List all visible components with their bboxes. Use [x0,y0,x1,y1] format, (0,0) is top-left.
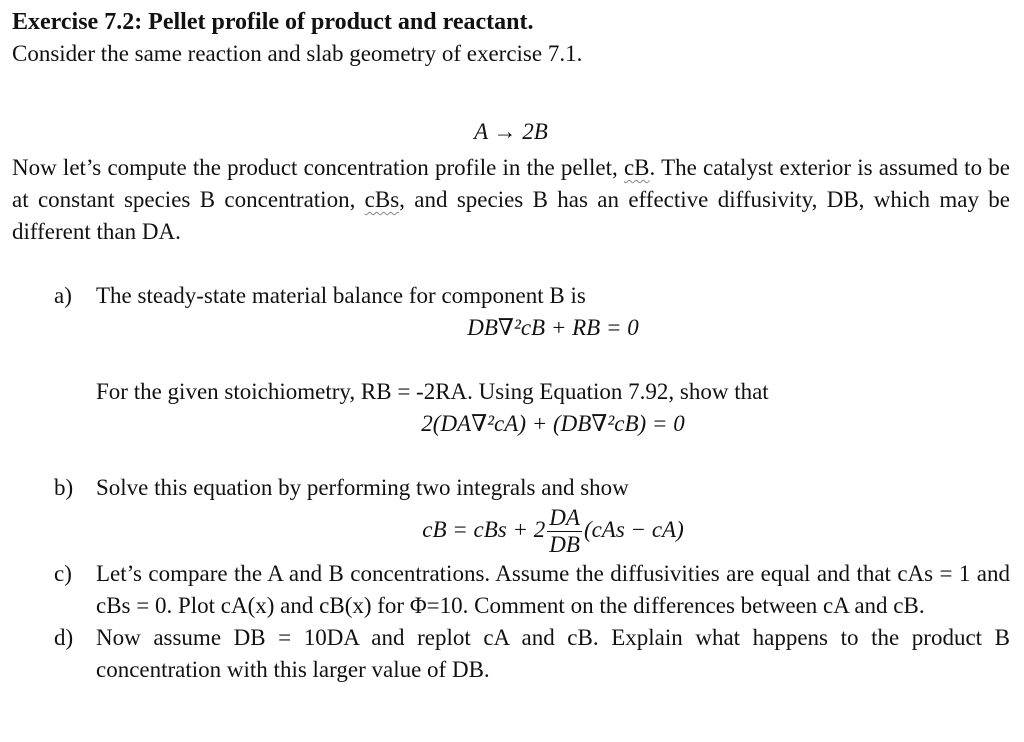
document-page [12,6,1010,686]
part-d-text: Now assume DB = 10DA and replot cA and cB. Explain what happens to the product B concentration with this larger value of DB. [96,625,1010,683]
exercise-subtitle: Consider the same reaction and slab geometry of exercise 7.1. [12,41,583,66]
part-b-text: Solve this equation by performing two integrals and show [96,475,629,500]
fraction-numerator: DA [549,505,580,531]
part-b-eq-lhs: cB = cBs + 2 [422,517,546,542]
part-a-equation-2: 2(DA∇²cA) + (DB∇²cB) = 0 [421,411,685,436]
part-b-label: b) [54,475,74,500]
part-d-label: d) [54,625,74,651]
intro-text-3: , and species B has an effective diffusivity, DB, which may be different than DA. [12,187,1010,244]
part-d [12,622,1010,686]
part-b-eq-rhs: (cAs − cA) [583,517,684,542]
exercise-title: Exercise 7.2: Pellet profile of product and reactant. [12,9,534,35]
part-b [12,472,1010,558]
part-a-label: a) [54,283,72,308]
part-c-label: c) [54,561,72,587]
part-b-equation [96,504,1010,558]
part-a-equation-1: DB∇²cB + RB = 0 [467,315,639,340]
intro-paragraph [12,152,1010,248]
cb-symbol: cB [623,155,650,180]
intro-text-1: Now let’s compute the product concentration profile in the pellet, [12,155,624,180]
intro-text-2: . The catalyst exterior is assumed to be at constant species B concentration, [12,155,1010,212]
part-a-text: The steady-state material balance for component B is [96,283,586,308]
fraction-denominator: DB [549,532,580,558]
part-c [12,558,1010,622]
part-c-text: Let’s compare the A and B concentrations. Assume the diffusivities are equal and that cAs = 1 and cBs = 0. Plot cA(x) and cB(x) for Φ=10. Comment on the differences between cA and cB. [96,561,1010,619]
diffusivity-fraction [547,505,582,558]
reaction-equation: A → 2B [474,119,548,144]
cbs-symbol: cBs [364,187,400,212]
part-a [12,280,1010,440]
part-a-text-2: For the given stoichiometry, RB = -2RA. Using Equation 7.92, show that [96,379,769,404]
